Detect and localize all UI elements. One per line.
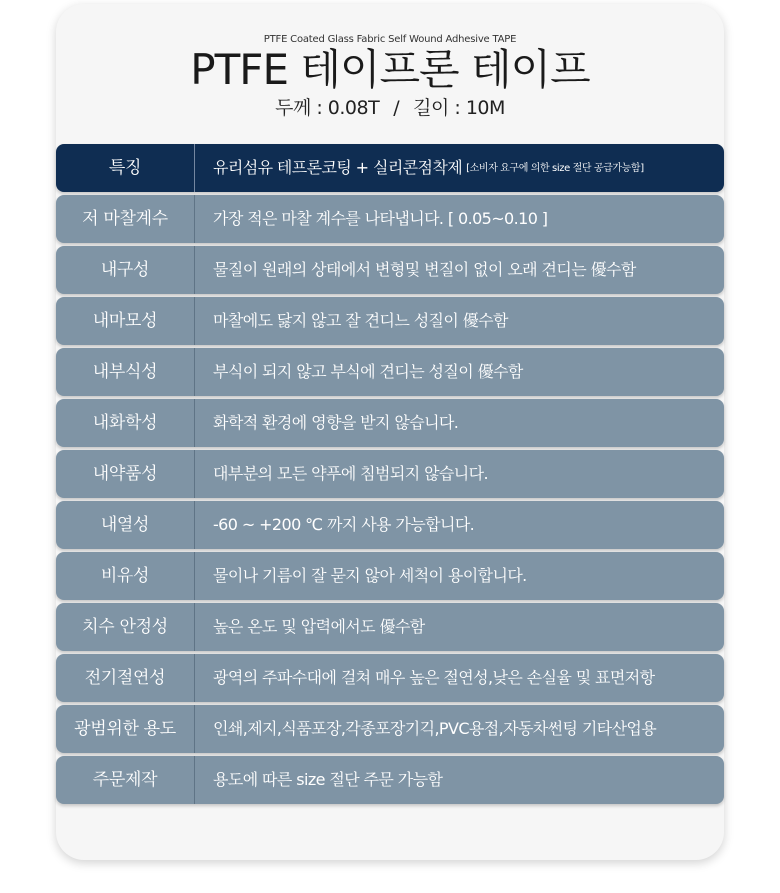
row-label: 치수 안정성 — [56, 603, 195, 651]
feature-header-text: 유리섬유 테프론코팅 + 실리콘점착제 — [213, 158, 463, 177]
table-row — [56, 552, 724, 600]
row-value: 화학적 환경에 영향을 받지 않습니다. — [213, 413, 459, 432]
row-value: 광역의 주파수대에 걸쳐 매우 높은 절연성,낮은 손실율 및 표면저항 — [213, 668, 655, 687]
feature-header-row — [56, 144, 724, 192]
row-value: 마찰에도 닳지 않고 잘 견디느 성질이 優수함 — [213, 311, 508, 330]
table-row — [56, 501, 724, 549]
row-label: 내화학성 — [56, 399, 195, 447]
feature-header-label: 특징 — [56, 144, 195, 192]
product-title: PTFE 테이프론 테이프 — [190, 45, 590, 94]
spec-separator: / — [393, 97, 400, 119]
row-value: 물이나 기름이 잘 묻지 않아 세척이 용이합니다. — [213, 566, 527, 585]
row-value: 대부분의 모든 약푸에 침범되지 않습니다. — [213, 464, 488, 483]
spec-line — [56, 96, 724, 120]
row-label: 광범위한 용도 — [56, 705, 195, 753]
row-value: 부식이 되지 않고 부식에 견디는 성질이 優수함 — [213, 362, 523, 381]
row-label: 저 마찰계수 — [56, 195, 195, 243]
row-value: 물질이 원래의 상태에서 변형및 변질이 없이 오래 견디는 優수함 — [213, 260, 636, 279]
table-row — [56, 603, 724, 651]
row-value: -60 ~ +200 ℃ 까지 사용 가능합니다. — [213, 515, 475, 534]
row-label: 내부식성 — [56, 348, 195, 396]
feature-header-note: [소비자 요구에 의한 size 절단 공급가능함] — [466, 162, 644, 174]
thickness-spec: 두께 : 0.08T — [275, 97, 380, 119]
table-row — [56, 756, 724, 804]
table-row — [56, 399, 724, 447]
row-value: 용도에 따른 size 절단 주문 가능함 — [213, 770, 443, 789]
row-label: 전기절연성 — [56, 654, 195, 702]
row-value: 인쇄,제지,식품포장,각종포장기긱,PVC용접,자동차썬팅 기타산업용 — [213, 719, 657, 738]
table-row — [56, 348, 724, 396]
length-spec: 길이 : 10M — [413, 97, 505, 119]
row-label: 비유성 — [56, 552, 195, 600]
english-subtitle: PTFE Coated Glass Fabric Self Wound Adhesive TAPE — [263, 34, 517, 45]
row-label: 주문제작 — [56, 756, 195, 804]
row-label: 내마모성 — [56, 297, 195, 345]
table-row — [56, 654, 724, 702]
table-row — [56, 297, 724, 345]
row-label: 내약품성 — [56, 450, 195, 498]
table-row — [56, 246, 724, 294]
row-label: 내구성 — [56, 246, 195, 294]
table-row — [56, 705, 724, 753]
table-row — [56, 450, 724, 498]
row-value: 가장 적은 마찰 계수를 나타냅니다. [ 0.05~0.10 ] — [213, 209, 548, 228]
feature-header-value — [213, 144, 716, 192]
row-label: 내열성 — [56, 501, 195, 549]
row-value: 높은 온도 및 압력에서도 優수함 — [213, 617, 425, 636]
table-row — [56, 195, 724, 243]
